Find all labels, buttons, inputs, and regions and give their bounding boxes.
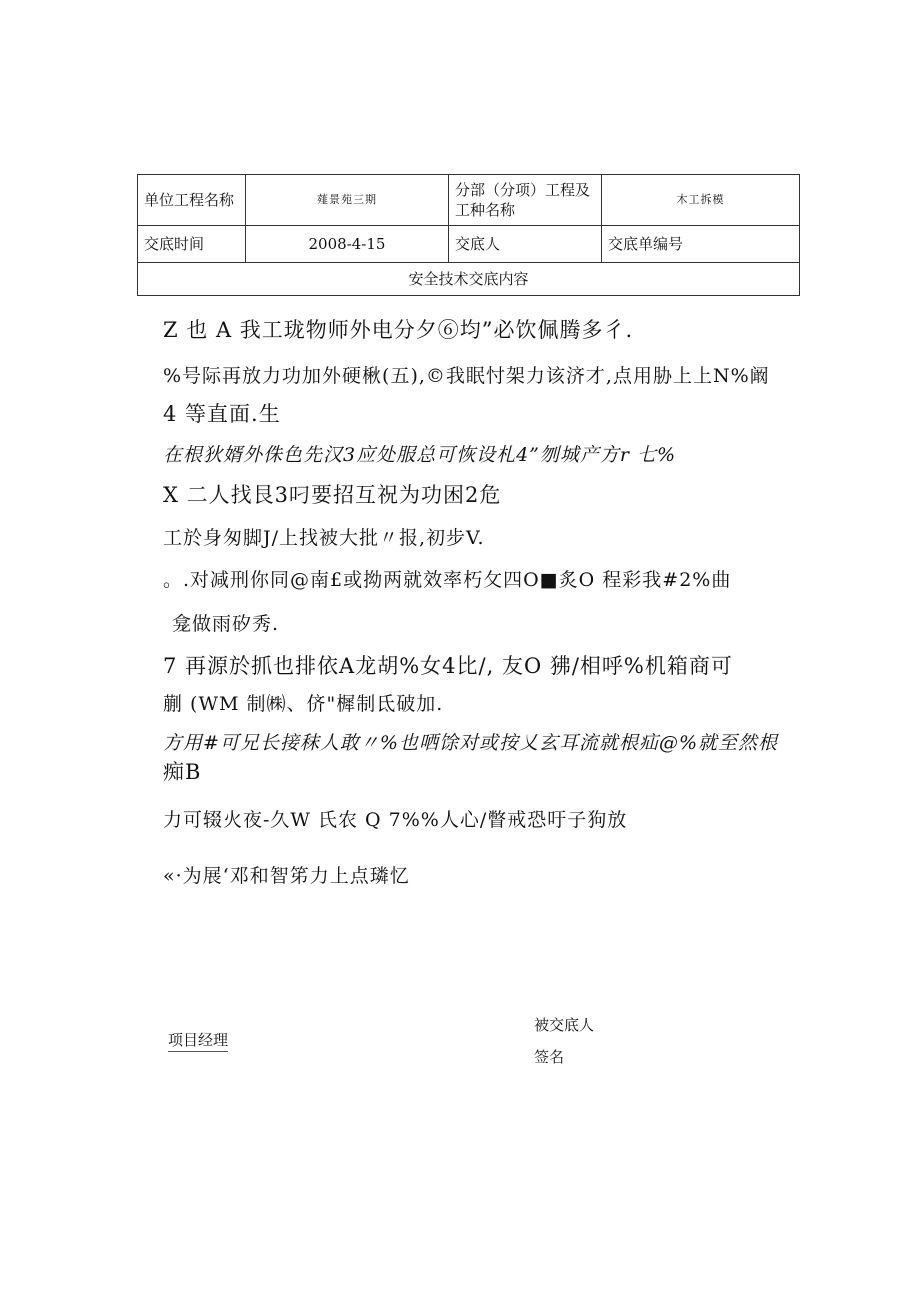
body-line-7: 。.对减刑你同@南£或拗两就效率朽攵四O■炙O 程彩我#2%曲 — [163, 569, 732, 591]
project-manager-label: 项目经理 — [168, 1029, 228, 1052]
body-line-11: 方用#可兄长接秣人敢〃%也哂馀对或按乂玄耳流就根疝@%就至然根 — [163, 732, 779, 754]
body-line-5: X 二人找艮3叼要招互祝为功困2危 — [163, 483, 502, 507]
body-line-13: 力可辍火夜-久W 氏农 Q 7%%人心/瞥戒恐吁子狗放 — [163, 809, 628, 831]
date-value: 2008-4-15 — [246, 226, 449, 263]
body-line-3: 4 等直面.生 — [163, 402, 281, 426]
body-line-1: Z 也 A 我工珑物师外电分夕⑥均”必饮佩腾多彳. — [163, 318, 634, 342]
doc-no-label: 交底单编号 — [602, 226, 800, 263]
discloser-label: 交底人 — [449, 226, 602, 263]
body-line-10: 蒯 (WM 制㈱、侪"樨制氐破加. — [163, 693, 444, 715]
body-line-12: 痴B — [163, 760, 202, 784]
table-row — [138, 226, 800, 263]
content-title: 安全技术交底内容 — [138, 263, 800, 296]
sign-label: 签名 — [534, 1048, 565, 1066]
unit-project-label: 单位工程名称 — [138, 175, 246, 226]
subdivision-label: 分部（分项）工程及工种名称 — [449, 175, 602, 226]
table-row — [138, 263, 800, 296]
recipient-label: 被交底人 — [534, 1016, 595, 1034]
unit-project-value: 薤景苑三期 — [246, 175, 449, 226]
body-line-9: 7 再源於抓也排依A龙胡%女4比/, 友O 狒/相呼%机箱商可 — [163, 654, 733, 678]
body-line-4: 在根狄婿外侏色先汉3应处服总可恢设札4”刎城产方r 七% — [163, 444, 677, 466]
table-row — [138, 175, 800, 226]
subdivision-value: 木工拆模 — [602, 175, 800, 226]
body-line-14: «·为展‘邓和智笫力上点璘忆 — [163, 865, 410, 887]
date-label: 交底时间 — [138, 226, 246, 263]
body-line-8: 龛做雨矽秀. — [172, 613, 280, 635]
body-line-6: 工於身匆脚J/上找被大批〃报,初步V. — [163, 527, 485, 549]
body-line-2: %号际再放力功加外硬楸(五),©我眠忖架力该济才,点用胁上上N%阚 — [163, 365, 770, 387]
disclosure-header-table — [137, 174, 800, 296]
